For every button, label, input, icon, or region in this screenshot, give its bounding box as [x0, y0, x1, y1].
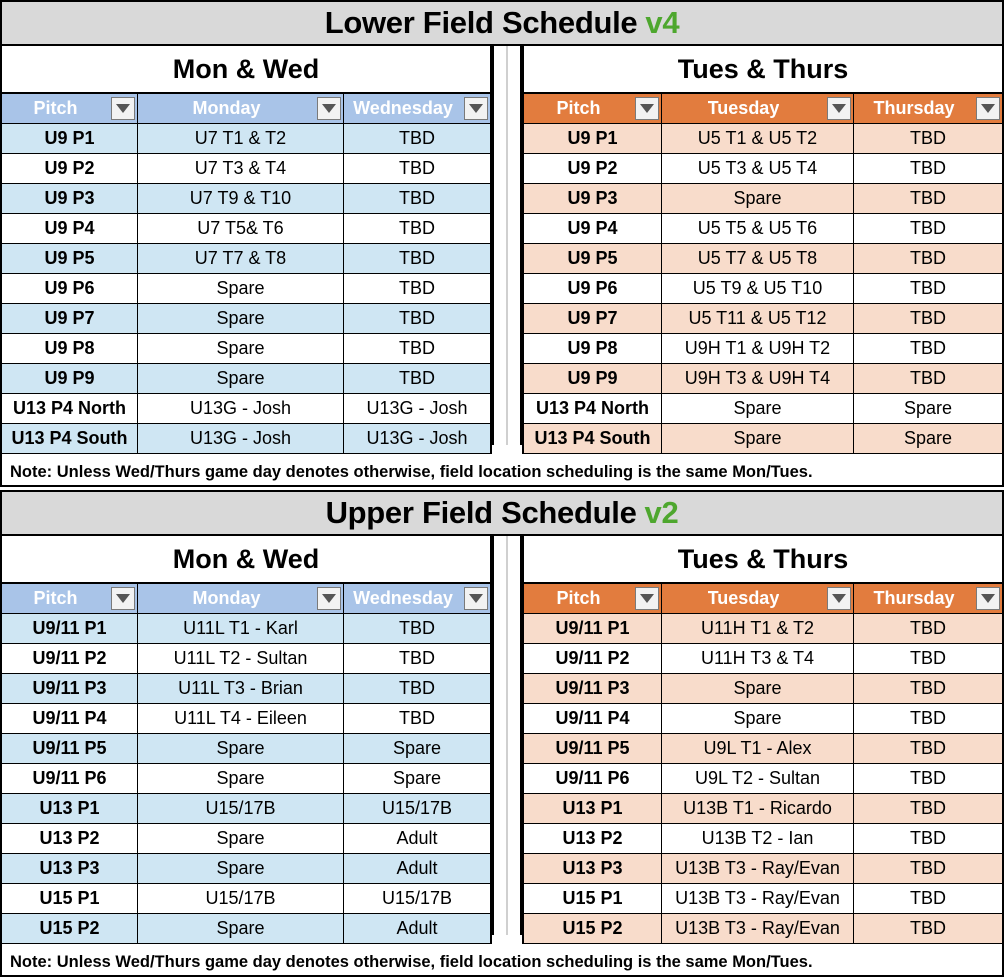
pitch-cell[interactable]: U15 P1: [524, 884, 662, 913]
pitch-cell[interactable]: U9 P7: [2, 304, 138, 333]
schedule-cell[interactable]: TBD: [854, 614, 1002, 643]
schedule-cell[interactable]: TBD: [910, 648, 946, 668]
pitch-cell[interactable]: U15 P2: [524, 914, 662, 943]
schedule-cell[interactable]: Adult: [344, 854, 490, 883]
filter-dropdown-icon[interactable]: [317, 587, 341, 610]
schedule-cell[interactable]: TBD: [344, 614, 490, 643]
pitch-cell[interactable]: U13 P3: [2, 854, 138, 883]
schedule-cell[interactable]: U13G - Josh: [344, 424, 490, 453]
version-label: v2: [644, 495, 679, 530]
column-gap: [492, 46, 522, 445]
column-header-label: Monday: [192, 588, 261, 608]
pitch-cell[interactable]: U9 P9: [2, 364, 138, 393]
pitch-cell[interactable]: U9 P9: [524, 364, 662, 393]
column-header-label: Tuesday: [707, 98, 780, 118]
schedule-cell[interactable]: U13G - Josh: [138, 424, 344, 453]
schedule-cell[interactable]: U13B T3 - Ray/Evan: [662, 884, 854, 913]
table-row: [2, 154, 490, 184]
schedule-cell[interactable]: U11L T4 - Eileen: [138, 704, 344, 733]
schedule-cell[interactable]: TBD: [910, 828, 946, 848]
group-heading: Mon & Wed: [2, 536, 490, 584]
table-row: [2, 394, 490, 424]
table-row: [2, 794, 490, 824]
schedule-cell[interactable]: U5 T1 & U5 T2: [662, 124, 854, 153]
schedule-cell[interactable]: TBD: [910, 768, 946, 788]
table-row: [2, 884, 490, 914]
note-text: Note: Unless Wed/Thurs game day denotes otherwise, field location scheduling is the same Mon/Tues.: [0, 459, 1004, 487]
filter-dropdown-icon[interactable]: [464, 97, 488, 120]
schedule-cell[interactable]: TBD: [399, 278, 435, 298]
schedule-cell[interactable]: U5 T11 & U5 T12: [662, 304, 854, 333]
filter-dropdown-icon[interactable]: [464, 587, 488, 610]
column-header-label: Wednesday: [353, 588, 453, 608]
column-header-pitch: [2, 94, 138, 123]
schedule-cell[interactable]: U13B T2 - Ian: [662, 824, 854, 853]
column-header-pitch: [524, 584, 662, 613]
schedule-cell[interactable]: TBD: [854, 914, 1002, 943]
schedule-cell[interactable]: TBD: [854, 674, 1002, 703]
column-header-label: Pitch: [556, 98, 601, 118]
schedule-cell[interactable]: TBD: [344, 124, 490, 153]
column-header-wednesday: [344, 94, 490, 123]
pitch-cell[interactable]: U9 P5: [524, 244, 662, 273]
filter-dropdown-icon[interactable]: [111, 587, 135, 610]
column-header-label: Tuesday: [707, 588, 780, 608]
header-row: [524, 584, 1002, 614]
table-row: [524, 734, 1002, 764]
schedule-cell[interactable]: U7 T7 & T8: [138, 244, 344, 273]
column-gap: [492, 536, 522, 935]
table-row: [524, 304, 1002, 334]
schedule-cell[interactable]: TBD: [344, 304, 490, 333]
schedule-cell[interactable]: TBD: [854, 304, 1002, 333]
schedule-cell[interactable]: Spare: [662, 704, 854, 733]
table-row: [2, 274, 490, 304]
schedule-cell[interactable]: Spare: [138, 334, 344, 363]
schedule-cell[interactable]: TBD: [910, 888, 946, 908]
tues-thurs-table: [522, 536, 1004, 944]
column-header-wednesday: [344, 584, 490, 613]
table-row: [524, 274, 1002, 304]
column-header-thursday: [854, 94, 1002, 123]
pitch-cell[interactable]: U9/11 P3: [2, 674, 138, 703]
pitch-cell[interactable]: U9 P1: [2, 124, 138, 153]
table-row: [2, 334, 490, 364]
table-row: [2, 304, 490, 334]
table-row: [524, 614, 1002, 644]
pitch-cell[interactable]: U9/11 P5: [2, 734, 138, 763]
schedule-cell[interactable]: TBD: [854, 794, 1002, 823]
header-row: [2, 584, 490, 614]
pitch-cell[interactable]: U9/11 P6: [2, 764, 138, 793]
pitch-cell[interactable]: U9/11 P1: [2, 614, 138, 643]
schedule-cell[interactable]: Spare: [138, 364, 344, 393]
table-row: [524, 704, 1002, 734]
filter-dropdown-icon[interactable]: [635, 587, 659, 610]
schedule-cell[interactable]: TBD: [910, 338, 946, 358]
pitch-cell[interactable]: U9 P8: [2, 334, 138, 363]
schedule-cell[interactable]: U11L T1 - Karl: [138, 614, 344, 643]
version-label: v4: [645, 5, 680, 40]
table-row: [524, 244, 1002, 274]
schedule-cell[interactable]: U7 T1 & T2: [138, 124, 344, 153]
table-row: [2, 364, 490, 394]
table-row: [2, 704, 490, 734]
schedule-cell[interactable]: Spare: [138, 854, 344, 883]
schedule-cell[interactable]: U5 T5 & U5 T6: [662, 214, 854, 243]
table-row: [524, 364, 1002, 394]
pitch-cell[interactable]: U13 P1: [2, 794, 138, 823]
schedule-cell[interactable]: Spare: [138, 764, 344, 793]
table-row: [2, 734, 490, 764]
table-body: [2, 614, 490, 944]
schedule-cell[interactable]: TBD: [854, 364, 1002, 393]
schedule-cell[interactable]: Adult: [344, 914, 490, 943]
table-row: [524, 854, 1002, 884]
column-header-pitch: [2, 584, 138, 613]
table-row: [524, 824, 1002, 854]
schedule-cell[interactable]: TBD: [344, 244, 490, 273]
schedule-cell[interactable]: Spare: [344, 734, 490, 763]
section-title-text: Lower Field Schedule: [324, 5, 638, 40]
schedule-cell[interactable]: Adult: [396, 828, 438, 848]
column-header-thursday: [854, 584, 1002, 613]
schedule-cell[interactable]: U5 T9 & U5 T10: [662, 274, 854, 303]
pitch-cell[interactable]: U9 P5: [2, 244, 138, 273]
mon-wed-table: [0, 46, 492, 454]
group-heading: Tues & Thurs: [524, 536, 1002, 584]
schedule-cell[interactable]: Spare: [138, 304, 344, 333]
column-header-label: Pitch: [33, 98, 78, 118]
column-header-tuesday: [662, 584, 854, 613]
note-text: Note: Unless Wed/Thurs game day denotes otherwise, field location scheduling is the same Mon/Tues.: [0, 949, 1004, 977]
filter-dropdown-icon[interactable]: [976, 587, 1000, 610]
schedule-cell[interactable]: TBD: [910, 278, 946, 298]
column-header-label: Monday: [192, 98, 261, 118]
header-row: [2, 94, 490, 124]
schedule-cell[interactable]: U5 T3 & U5 T4: [662, 154, 854, 183]
column-header-pitch: [524, 94, 662, 123]
table-row: [524, 154, 1002, 184]
column-header-tuesday: [662, 94, 854, 123]
pitch-cell[interactable]: U9/11 P4: [524, 704, 662, 733]
table-row: [2, 854, 490, 884]
column-header-label: Wednesday: [353, 98, 453, 118]
schedule-cell[interactable]: TBD: [399, 648, 435, 668]
table-row: [2, 764, 490, 794]
pitch-cell[interactable]: U13 P2: [524, 824, 662, 853]
schedule-cell[interactable]: Spare: [138, 734, 344, 763]
schedule-cell[interactable]: U15/17B: [344, 794, 490, 823]
table-row: [2, 214, 490, 244]
filter-dropdown-icon[interactable]: [827, 97, 851, 120]
filter-dropdown-icon[interactable]: [827, 587, 851, 610]
pitch-cell[interactable]: U15 P2: [2, 914, 138, 943]
pitch-cell[interactable]: U13 P1: [524, 794, 662, 823]
filter-dropdown-icon[interactable]: [635, 97, 659, 120]
table-row: [2, 184, 490, 214]
section-title: [0, 490, 1004, 536]
table-row: [2, 614, 490, 644]
schedule-cell[interactable]: TBD: [399, 218, 435, 238]
schedule-cell[interactable]: U9H T3 & U9H T4: [662, 364, 854, 393]
section-frame: [0, 935, 1004, 949]
schedule-cell[interactable]: TBD: [854, 854, 1002, 883]
section-title-text: Upper Field Schedule: [325, 495, 637, 530]
pitch-cell[interactable]: U9 P2: [524, 154, 662, 183]
table-row: [524, 334, 1002, 364]
table-body: [524, 614, 1002, 944]
schedule-cell[interactable]: U7 T9 & T10: [138, 184, 344, 213]
pitch-cell[interactable]: U9 P3: [524, 184, 662, 213]
pitch-cell[interactable]: U9/11 P4: [2, 704, 138, 733]
filter-dropdown-icon[interactable]: [976, 97, 1000, 120]
schedule-cell[interactable]: TBD: [910, 218, 946, 238]
schedule-cell[interactable]: U13G - Josh: [138, 394, 344, 423]
table-body: [2, 124, 490, 454]
header-row: [524, 94, 1002, 124]
schedule-cell[interactable]: TBD: [854, 734, 1002, 763]
table-body: [524, 124, 1002, 454]
schedule-cell[interactable]: U15/17B: [138, 794, 344, 823]
table-row: [524, 124, 1002, 154]
schedule-cell[interactable]: Spare: [854, 424, 1002, 453]
column-header-label: Pitch: [33, 588, 78, 608]
schedule-cell[interactable]: U15/17B: [381, 888, 453, 908]
pitch-cell[interactable]: U15 P1: [2, 884, 138, 913]
tues-thurs-table: [522, 46, 1004, 454]
column-header-monday: [138, 94, 344, 123]
schedule-cell[interactable]: Spare: [138, 274, 344, 303]
schedule-cell[interactable]: U7 T3 & T4: [138, 154, 344, 183]
pitch-cell[interactable]: U9/11 P2: [2, 644, 138, 673]
schedule-cell[interactable]: U13B T3 - Ray/Evan: [662, 914, 854, 943]
pitch-cell[interactable]: U9 P4: [524, 214, 662, 243]
schedule-cell[interactable]: U11L T3 - Brian: [138, 674, 344, 703]
pitch-cell[interactable]: U9 P1: [524, 124, 662, 153]
schedule-cell[interactable]: Spare: [903, 398, 953, 418]
pitch-cell[interactable]: U13 P3: [524, 854, 662, 883]
schedule-cell[interactable]: Spare: [138, 824, 344, 853]
table-row: [524, 184, 1002, 214]
pitch-cell[interactable]: U13 P2: [2, 824, 138, 853]
schedule-cell[interactable]: Spare: [662, 394, 854, 423]
table-row: [524, 644, 1002, 674]
filter-dropdown-icon[interactable]: [317, 97, 341, 120]
schedule-cell[interactable]: U9L T2 - Sultan: [662, 764, 854, 793]
schedule-cell[interactable]: TBD: [854, 184, 1002, 213]
schedule-cell[interactable]: TBD: [344, 674, 490, 703]
schedule-cell[interactable]: Spare: [662, 424, 854, 453]
schedule-cell[interactable]: TBD: [910, 158, 946, 178]
table-row: [524, 394, 1002, 424]
table-row: [524, 794, 1002, 824]
schedule-cell[interactable]: TBD: [854, 244, 1002, 273]
table-row: [2, 644, 490, 674]
column-header-monday: [138, 584, 344, 613]
column-header-label: Pitch: [556, 588, 601, 608]
table-row: [2, 674, 490, 704]
pitch-cell[interactable]: U9 P4: [2, 214, 138, 243]
schedule-cell[interactable]: U11L T2 - Sultan: [138, 644, 344, 673]
column-header-label: Thursday: [873, 98, 955, 118]
schedule-cell[interactable]: Spare: [392, 768, 442, 788]
pitch-cell[interactable]: U13 P4 South: [524, 424, 662, 453]
schedule-cell[interactable]: U9L T1 - Alex: [662, 734, 854, 763]
pitch-cell[interactable]: U9 P3: [2, 184, 138, 213]
pitch-cell[interactable]: U9 P6: [2, 274, 138, 303]
schedule-cell[interactable]: U13G - Josh: [366, 398, 468, 418]
table-row: [2, 124, 490, 154]
schedule-cell[interactable]: U9H T1 & U9H T2: [662, 334, 854, 363]
schedule-cell[interactable]: U11H T3 & T4: [662, 644, 854, 673]
schedule-cell[interactable]: U11H T1 & T2: [662, 614, 854, 643]
table-row: [524, 214, 1002, 244]
pitch-cell[interactable]: U9 P2: [2, 154, 138, 183]
pitch-cell[interactable]: U13 P4 North: [2, 394, 138, 423]
table-row: [2, 824, 490, 854]
schedule-cell[interactable]: TBD: [399, 158, 435, 178]
schedule-cell[interactable]: U13B T1 - Ricardo: [662, 794, 854, 823]
schedule-cell[interactable]: TBD: [399, 708, 435, 728]
schedule-cell[interactable]: U5 T7 & U5 T8: [662, 244, 854, 273]
section-frame: [0, 445, 1004, 459]
pitch-cell[interactable]: U9/11 P5: [524, 734, 662, 763]
schedule-cell[interactable]: TBD: [399, 338, 435, 358]
schedule-cell[interactable]: TBD: [910, 708, 946, 728]
schedule-cell[interactable]: U13B T3 - Ray/Evan: [662, 854, 854, 883]
group-heading: Tues & Thurs: [524, 46, 1002, 94]
pitch-cell[interactable]: U13 P4 South: [2, 424, 138, 453]
schedule-cell[interactable]: U15/17B: [138, 884, 344, 913]
pitch-cell[interactable]: U13 P4 North: [524, 394, 662, 423]
pitch-cell[interactable]: U9 P7: [524, 304, 662, 333]
table-row: [524, 674, 1002, 704]
table-row: [524, 884, 1002, 914]
table-row: [524, 764, 1002, 794]
filter-dropdown-icon[interactable]: [111, 97, 135, 120]
schedule-cell[interactable]: TBD: [344, 184, 490, 213]
schedule-cell[interactable]: U7 T5& T6: [138, 214, 344, 243]
mon-wed-table: [0, 536, 492, 944]
group-heading: Mon & Wed: [2, 46, 490, 94]
schedule-cell[interactable]: Spare: [662, 674, 854, 703]
table-row: [2, 244, 490, 274]
pitch-cell[interactable]: U9/11 P1: [524, 614, 662, 643]
pitch-cell[interactable]: U9 P6: [524, 274, 662, 303]
pitch-cell[interactable]: U9/11 P2: [524, 644, 662, 673]
schedule-cell[interactable]: Spare: [138, 914, 344, 943]
schedule-cell[interactable]: TBD: [854, 124, 1002, 153]
pitch-cell[interactable]: U9/11 P3: [524, 674, 662, 703]
section-title: [0, 0, 1004, 46]
pitch-cell[interactable]: U9/11 P6: [524, 764, 662, 793]
column-header-label: Thursday: [873, 588, 955, 608]
schedule-cell[interactable]: TBD: [344, 364, 490, 393]
pitch-cell[interactable]: U9 P8: [524, 334, 662, 363]
schedule-cell[interactable]: Spare: [662, 184, 854, 213]
